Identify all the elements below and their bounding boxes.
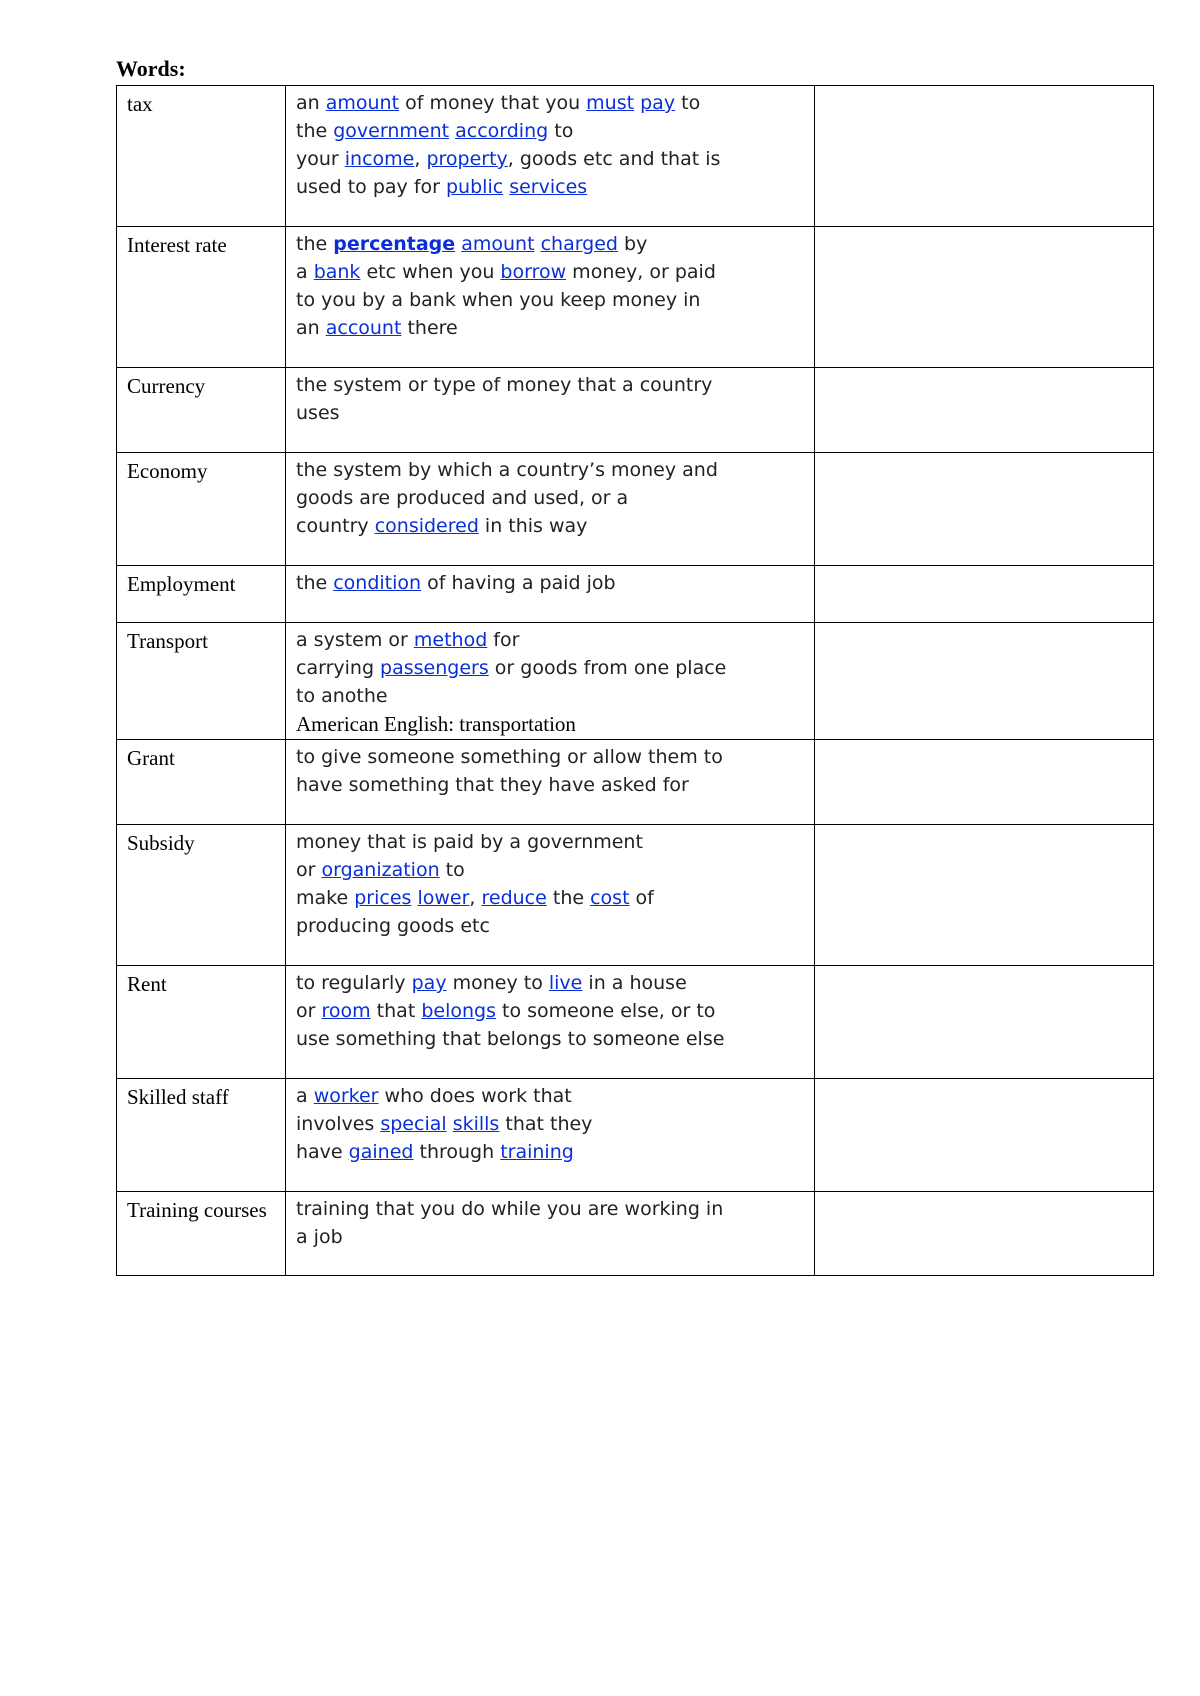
definition-cell bbox=[286, 1079, 815, 1192]
definition-link[interactable]: pay bbox=[411, 972, 447, 994]
word-cell: Grant bbox=[117, 740, 286, 825]
definition-link[interactable]: government bbox=[333, 120, 450, 142]
definition-text: goods are produced and used, or a bbox=[296, 487, 629, 509]
definition-text: country bbox=[296, 515, 375, 537]
definition-text: the bbox=[296, 572, 334, 594]
definition-cell bbox=[286, 1192, 815, 1276]
definition-text: to anothe bbox=[296, 685, 388, 707]
definition-link[interactable]: special bbox=[380, 1113, 447, 1135]
definition-link[interactable]: organization bbox=[321, 859, 440, 881]
definition-text: etc when you bbox=[360, 261, 501, 283]
definition-cell bbox=[286, 453, 815, 566]
definition-link[interactable]: lower bbox=[417, 887, 470, 909]
definition-text: an bbox=[296, 317, 326, 339]
definition-link[interactable]: live bbox=[548, 972, 583, 994]
definition-text: for bbox=[487, 629, 520, 651]
page-title: Words: bbox=[116, 56, 186, 81]
blank-answer-cell bbox=[815, 566, 1154, 623]
definition-link[interactable]: must bbox=[586, 92, 635, 114]
definition-text: or bbox=[296, 1000, 322, 1022]
blank-answer-cell bbox=[815, 453, 1154, 566]
table-row bbox=[117, 453, 1154, 566]
definition-text: through bbox=[413, 1141, 501, 1163]
word-cell: Interest rate bbox=[117, 227, 286, 368]
definition-text: to bbox=[439, 859, 465, 881]
definition-cell bbox=[286, 227, 815, 368]
definition-text: who does work that bbox=[378, 1085, 572, 1107]
table-row bbox=[117, 566, 1154, 623]
word-cell: Currency bbox=[117, 368, 286, 453]
definition-text: there bbox=[401, 317, 458, 339]
definition-cell bbox=[286, 623, 815, 740]
definition-text: make bbox=[296, 887, 355, 909]
table-row bbox=[117, 368, 1154, 453]
definition-link[interactable]: bank bbox=[313, 261, 361, 283]
table-row bbox=[117, 86, 1154, 227]
definition-text: to give someone something or allow them to bbox=[296, 746, 723, 768]
definition-text: to you by a bank when you keep money in bbox=[296, 289, 701, 311]
definition-text: , bbox=[469, 887, 482, 909]
definition-text: of having a paid job bbox=[421, 572, 616, 594]
definition-cell bbox=[286, 368, 815, 453]
definition-link[interactable]: considered bbox=[374, 515, 479, 537]
definition-text: money to bbox=[446, 972, 549, 994]
definition-text: producing goods etc bbox=[296, 915, 490, 937]
table-row bbox=[117, 227, 1154, 368]
definition-text: uses bbox=[296, 402, 340, 424]
word-cell: Transport bbox=[117, 623, 286, 740]
definition-link[interactable]: percentage bbox=[333, 233, 456, 255]
table-row bbox=[117, 1192, 1154, 1276]
blank-answer-cell bbox=[815, 740, 1154, 825]
definition-note: American English: transportation bbox=[296, 712, 576, 736]
definition-text: an bbox=[296, 92, 326, 114]
definition-text: the bbox=[296, 120, 334, 142]
definition-cell bbox=[286, 566, 815, 623]
definition-link[interactable]: borrow bbox=[500, 261, 567, 283]
definition-text: carrying bbox=[296, 657, 381, 679]
definition-text: of money that you bbox=[399, 92, 587, 114]
definition-cell bbox=[286, 86, 815, 227]
definition-text: used to pay for bbox=[296, 176, 446, 198]
definition-link[interactable]: worker bbox=[313, 1085, 379, 1107]
definition-link[interactable]: room bbox=[321, 1000, 371, 1022]
definition-text: have bbox=[296, 1141, 349, 1163]
word-cell: Economy bbox=[117, 453, 286, 566]
definition-link[interactable]: gained bbox=[348, 1141, 414, 1163]
definition-text: a system or bbox=[296, 629, 414, 651]
blank-answer-cell bbox=[815, 227, 1154, 368]
blank-answer-cell bbox=[815, 623, 1154, 740]
definition-text: involves bbox=[296, 1113, 381, 1135]
word-cell: tax bbox=[117, 86, 286, 227]
definition-text: , bbox=[414, 148, 427, 170]
word-cell: Skilled staff bbox=[117, 1079, 286, 1192]
word-cell: Subsidy bbox=[117, 825, 286, 966]
definition-text: of bbox=[629, 887, 654, 909]
definition-text: money, or paid bbox=[566, 261, 716, 283]
blank-answer-cell bbox=[815, 1192, 1154, 1276]
definition-text: the bbox=[296, 233, 334, 255]
definition-text: the system by which a country’s money and bbox=[296, 459, 718, 481]
definition-link[interactable]: income bbox=[344, 148, 415, 170]
definition-link[interactable]: pay bbox=[640, 92, 676, 114]
definition-text: , goods etc and that is bbox=[507, 148, 721, 170]
table-row bbox=[117, 966, 1154, 1079]
definition-text: or goods from one place bbox=[488, 657, 727, 679]
vocabulary-table bbox=[116, 85, 1154, 1276]
definition-text: to regularly bbox=[296, 972, 412, 994]
blank-answer-cell bbox=[815, 966, 1154, 1079]
word-cell: Employment bbox=[117, 566, 286, 623]
definition-text: your bbox=[296, 148, 345, 170]
definition-link[interactable]: amount bbox=[461, 233, 535, 255]
definition-text: training that you do while you are working in bbox=[296, 1198, 724, 1220]
definition-cell bbox=[286, 966, 815, 1079]
blank-answer-cell bbox=[815, 825, 1154, 966]
definition-link[interactable]: charged bbox=[540, 233, 618, 255]
definition-text: the system or type of money that a country bbox=[296, 374, 713, 396]
definition-text: to bbox=[675, 92, 701, 114]
definition-link[interactable]: cost bbox=[590, 887, 630, 909]
definition-link[interactable]: training bbox=[500, 1141, 574, 1163]
blank-answer-cell bbox=[815, 368, 1154, 453]
definition-link[interactable]: method bbox=[413, 629, 488, 651]
definition-text: to someone else, or to bbox=[495, 1000, 716, 1022]
definition-text: or bbox=[296, 859, 322, 881]
definition-cell bbox=[286, 740, 815, 825]
definition-cell bbox=[286, 825, 815, 966]
table-row bbox=[117, 825, 1154, 966]
definition-link[interactable]: passengers bbox=[380, 657, 489, 679]
definition-link[interactable]: condition bbox=[333, 572, 422, 594]
definition-text: in this way bbox=[478, 515, 588, 537]
word-cell: Training courses bbox=[117, 1192, 286, 1276]
definition-text: a bbox=[296, 261, 314, 283]
definition-text: a bbox=[296, 1085, 314, 1107]
blank-answer-cell bbox=[815, 1079, 1154, 1192]
definition-link[interactable]: reduce bbox=[481, 887, 547, 909]
definition-text: a job bbox=[296, 1226, 343, 1248]
definition-text: by bbox=[618, 233, 648, 255]
vocabulary-table-body bbox=[117, 86, 1154, 1276]
definition-text: the bbox=[546, 887, 591, 909]
definition-text: use something that belongs to someone else bbox=[296, 1028, 725, 1050]
definition-link[interactable]: prices bbox=[354, 887, 412, 909]
definition-link[interactable]: according bbox=[455, 120, 549, 142]
definition-text: in a house bbox=[582, 972, 687, 994]
definition-text: to bbox=[548, 120, 574, 142]
definition-link[interactable]: account bbox=[325, 317, 402, 339]
definition-link[interactable]: skills bbox=[452, 1113, 500, 1135]
definition-link[interactable]: services bbox=[509, 176, 588, 198]
definition-text: money that is paid by a government bbox=[296, 831, 643, 853]
definition-text: that bbox=[370, 1000, 422, 1022]
word-cell: Rent bbox=[117, 966, 286, 1079]
blank-answer-cell bbox=[815, 86, 1154, 227]
definition-link[interactable]: belongs bbox=[421, 1000, 496, 1022]
definition-link[interactable]: public bbox=[446, 176, 504, 198]
table-row bbox=[117, 1079, 1154, 1192]
definition-text: have something that they have asked for bbox=[296, 774, 689, 796]
table-row bbox=[117, 740, 1154, 825]
definition-text: that they bbox=[499, 1113, 593, 1135]
table-row bbox=[117, 623, 1154, 740]
definition-link[interactable]: property bbox=[426, 148, 508, 170]
definition-link[interactable]: amount bbox=[325, 92, 400, 114]
